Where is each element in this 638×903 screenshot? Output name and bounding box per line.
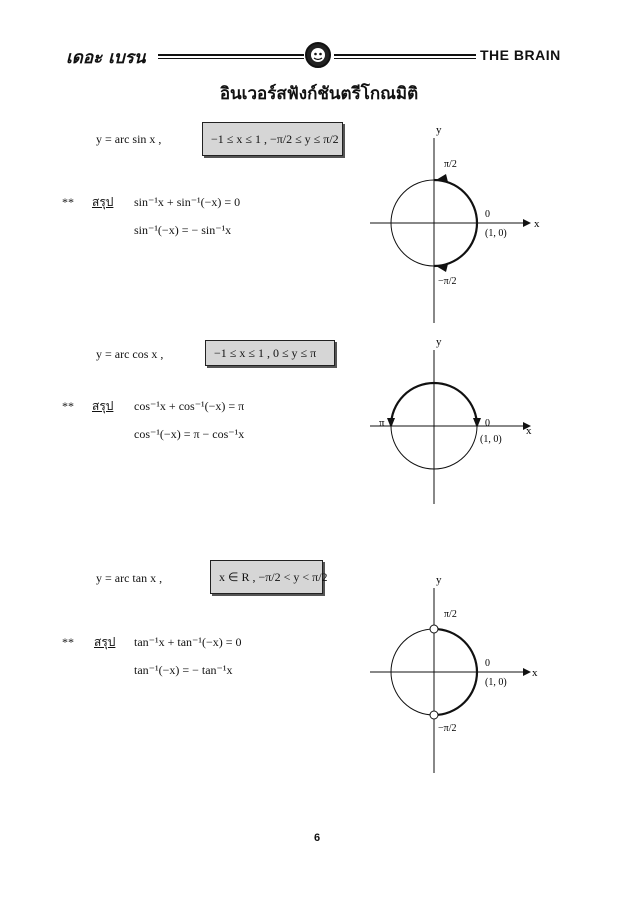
bottom-label: −π/2 — [438, 276, 457, 287]
x-axis-label: x — [534, 218, 540, 230]
brain-logo-icon — [305, 42, 331, 68]
y-axis-label: y — [436, 574, 442, 586]
arctan-formula-1: tan⁻¹x + tan⁻¹(−x) = 0 — [134, 635, 242, 649]
top-label: π/2 — [444, 609, 457, 620]
header-rule-right — [334, 54, 476, 59]
arccos-definition: y = arc cos x , — [96, 347, 164, 361]
bottom-label: −π/2 — [438, 723, 457, 734]
x-axis-label: x — [526, 425, 532, 437]
arcsin-formula-2: sin⁻¹(−x) = − sin⁻¹x — [134, 223, 232, 237]
summary-prefix: ** — [62, 635, 74, 649]
page-title: อินเวอร์สฟังก์ชันตรีโกณมิติ — [219, 84, 419, 104]
summary-label: สรุป — [94, 635, 116, 649]
header-rule-left — [158, 54, 304, 59]
zero-label: 0 — [485, 418, 490, 429]
brand-thai: เดอะ เบรน — [66, 48, 146, 68]
arctan-domain-box: x ∈ R , −π/2 < y < π/2 — [210, 560, 323, 594]
arccos-unit-circle-graph — [360, 332, 550, 512]
arccos-domain-box: −1 ≤ x ≤ 1 , 0 ≤ y ≤ π — [205, 340, 335, 366]
y-axis-label: y — [436, 336, 442, 348]
arctan-unit-circle-graph — [360, 568, 550, 778]
arcsin-definition: y = arc sin x , — [96, 132, 162, 146]
arctan-formula-2: tan⁻¹(−x) = − tan⁻¹x — [134, 663, 233, 677]
open-point-bottom — [430, 711, 438, 719]
open-point-top — [430, 625, 438, 633]
zero-label: 0 — [485, 209, 490, 220]
summary-label: สรุป — [92, 399, 114, 413]
arccos-formula-2: cos⁻¹(−x) = π − cos⁻¹x — [134, 427, 245, 441]
arcsin-domain-box: −1 ≤ x ≤ 1 , −π/2 ≤ y ≤ π/2 — [202, 122, 343, 156]
arccos-formula-1: cos⁻¹x + cos⁻¹(−x) = π — [134, 399, 245, 413]
zero-label: 0 — [485, 658, 490, 669]
point-label: (1, 0) — [485, 228, 507, 239]
page-number: 6 — [314, 832, 321, 844]
y-axis-label: y — [436, 124, 442, 136]
top-label: π/2 — [444, 159, 457, 170]
arcsin-unit-circle-graph — [360, 118, 550, 328]
arctan-definition: y = arc tan x , — [96, 571, 163, 585]
point-label: (1, 0) — [485, 677, 507, 688]
pi-label: π — [379, 417, 385, 429]
summary-prefix: ** — [62, 399, 74, 413]
point-label: (1, 0) — [480, 434, 502, 445]
brand-english: THE BRAIN — [480, 47, 561, 63]
summary-prefix: ** — [62, 195, 74, 209]
x-axis-label: x — [532, 667, 538, 679]
arcsin-formula-1: sin⁻¹x + sin⁻¹(−x) = 0 — [134, 195, 241, 209]
summary-label: สรุป — [92, 195, 114, 209]
